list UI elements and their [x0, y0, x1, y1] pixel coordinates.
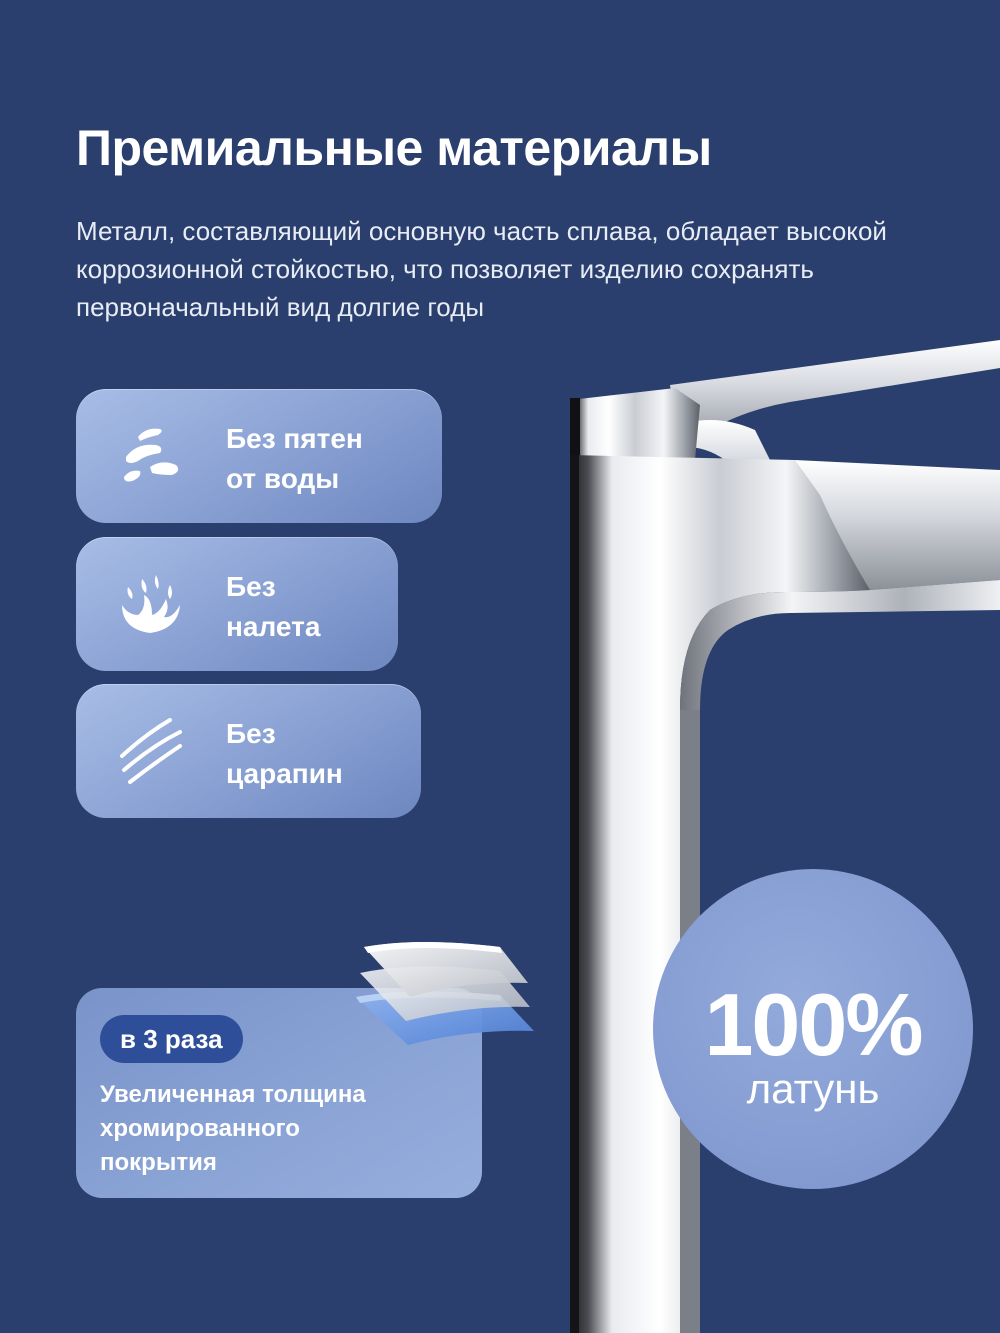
coating-badge: в 3 раза	[100, 1015, 243, 1063]
brass-badge	[653, 869, 973, 1189]
water-drops-icon	[116, 421, 186, 491]
feature-card-scratches	[76, 684, 421, 818]
splash-icon	[116, 569, 186, 639]
brass-percent: 100%	[704, 975, 922, 1074]
feature-label: Без налета	[226, 571, 321, 642]
coating-layers-icon	[350, 935, 540, 1060]
feature-card-limescale	[76, 537, 398, 671]
feature-card-water-spots	[76, 389, 442, 523]
feature-label: Без царапин	[226, 718, 343, 789]
feature-label: Без пятен от воды	[226, 423, 363, 494]
page-description: Металл, составляющий основную часть сплава, обладает высокой коррозионной стойкостью, что позволяет изделию сохранять первоначальный вид долгие годы	[76, 216, 887, 322]
scratch-lines-icon	[116, 716, 186, 786]
coating-text: Увеличенная толщина хромированного покрытия	[100, 1081, 366, 1176]
brass-material-label: латунь	[746, 1065, 880, 1112]
page-title: Премиальные материалы	[76, 120, 712, 176]
